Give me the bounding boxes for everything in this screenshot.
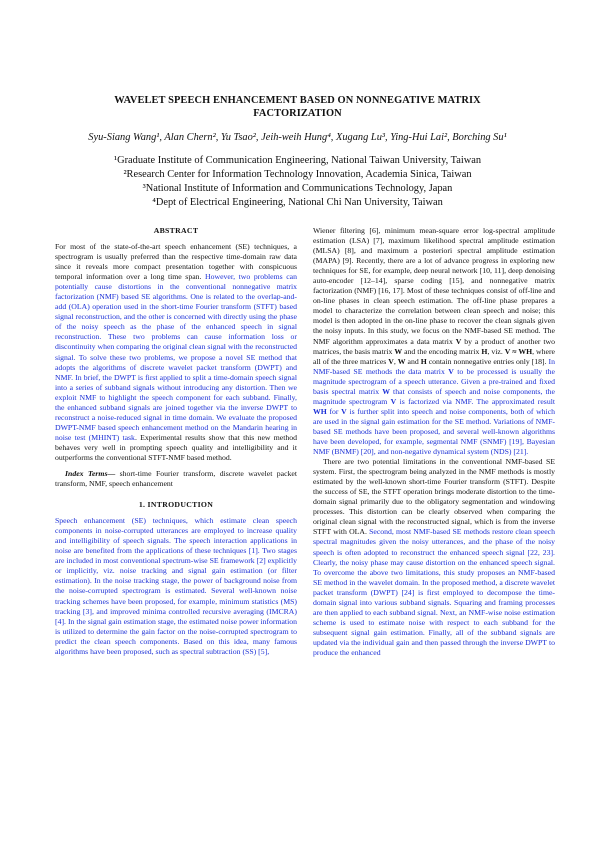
abstract-heading: ABSTRACT [153, 226, 199, 235]
intro-paragraph-1-cont [313, 226, 555, 457]
abstract-text-2: However, two problems can potentially cause distortions in the conventional nonnegative matrix factorization (NMF) based SE algorithms. One is related to the overlap-and-add (OLA) operation used in the short-time Fourier transform (STFT) based signal reconstruction, and the other is concerned with directly using the phase of the noisy speech as the phase of the enhanced speech in signal reconstruction. These two problems can cause information loss or discontinuity when comparing the original clean signal with the reconstructed signal. To solve these two problems, we propose a novel SE method that adopts the algorithms of discrete wavelet packet transform (DWPT) and NMF. In brief, the DWPT is first applied to split a time-domain speech signal into a series of subband signals without introducing any distortion. Then we exploit NMF to highlight the speech component for each subband. Finally, the enhanced subband signals are joined together via the inverse DWPT to reconstruct a noise-reduced signal in time domain. We evaluate the proposed DWPT-NMF based speech enhancement method on the [55, 272, 297, 432]
affiliations [40, 154, 555, 210]
intro-blue-block [313, 357, 555, 456]
intro-p2-black: There are two potential limitations in the conventional NMF-based SE system. First, the spectrogram being analyzed in the NMF methods is mostly estimated by the well-known short-time Fourier transform (STFT). Despite the success of SE, the STFT operation brings moderate distortion to the time-domain signal primarily due to the obligatory segmentation and windowing processes. This distortion can be clearly observed when comparing the original clean signal with the reconstructed signal, which is from the inverse STFT with OLA. [313, 457, 555, 537]
intro-text-l: is factorized via NMF. The approximated result [396, 396, 555, 406]
intro-text-f: , [393, 356, 398, 366]
intro-text-j: to be processed is usually the magnitude spectrogram of a speech utterance. Given a pre-trained and fixed basis spectral matrix [313, 366, 555, 396]
affiliation-4: ⁴Dept of Electrical Engineering, National Chi Nan University, Taiwan [152, 197, 443, 208]
left-column [55, 226, 297, 657]
intro-text-b: by a product of another two matrices, the basis matrix [313, 336, 555, 356]
intro-p2-blue: Second, most NMF-based SE methods restore clean speech spectral magnitudes given the noisy utterances, and the phase of the noisy speech is often adopted to reconstruct the enhanced speech signal [22, 23]. Clearly, the noisy phase may cause distortion on the enhanced speech signal. To overcome the above two limitations, this study proposes an NMF-based SE method in the wavelet domain. In the proposed method, a discrete wavelet packet transform (DWPT) [24] is first employed to decompose the time-domain signal into various subband signals. Squaring and framing processes are then applied to each subband signal. Next, an NMF-wise noise estimation scheme is used to estimate noise with respect to each subband for the subsequent signal gain estimation. Finally, all of the subband signals are updated via the individual gain and then passed through the inverse DWPT to produce the enhanced [313, 527, 555, 657]
intro-paragraph-1: Speech enhancement (SE) techniques, which estimate clean speech components in noise-corrupted utterances are employed to increase quality and intelligibility of speech signals. The speech interaction applications in noise are benefited from the applications of these techniques [1]. Two stages are included in most conventional spectrum-wise SE framework [2] explicitly or implicitly, viz. noise tracking and signal gain estimation (or filter estimation). In the noise tracking stage, the power of background noise from the noise-corrupted spectrogram is estimated. Several well-known noise tracking schemes have been proposed, for example, minimum statistics (MS) tracking [3], and improved minima controlled recursive averaging (IMCRA) [4]. In the signal gain estimation stage, the estimated noise power information is utilized to determine the gain factor on the noise-corrupted spectrogram to predict the clean speech components. Based on this idea, many famous algorithms have been proposed, such as spectral subtraction (SS) [5], [55, 516, 297, 656]
matrix-v-1: V [455, 336, 462, 346]
intro-text-c: and the encoding matrix [402, 346, 482, 356]
intro-text-h: contain nonnegative entries only [18]. [426, 356, 549, 366]
matrix-v-5: V [341, 406, 347, 416]
matrix-h-1: H [481, 346, 488, 356]
intro-text-e: , where all of the three matrices [313, 346, 555, 366]
abstract-text-4: . Experimental results show that this new method behaves very well in prompting speech quality and intelligibility and it outperforms the conventional STFT-NMF based method. [55, 432, 297, 462]
matrix-v-2: V [388, 356, 394, 366]
intro-text-g: and [405, 356, 421, 366]
matrix-w-2: W [397, 356, 406, 366]
author-list: Syu-Siang Wang¹, Alan Chern², Yu Tsao², Jeih-weih Hung⁴, Xugang Lu³, Ying-Hui Lai², Borching Su¹ [88, 132, 507, 143]
equation-vwh: V ≈ WH [504, 346, 533, 356]
intro-text-d: , viz. [487, 346, 505, 356]
matrix-w-3: W [382, 386, 390, 396]
matrix-w-1: W [394, 346, 403, 356]
matrix-h-2: H [420, 356, 427, 366]
right-column [313, 226, 555, 658]
intro-heading: 1. INTRODUCTION [138, 500, 214, 510]
title-line-1: WAVELET SPEECH ENHANCEMENT BASED ON NONNEGATIVE MATRIX [114, 95, 481, 106]
intro-text-i: In NMF-based SE methods the data matrix [313, 356, 555, 376]
matrix-v-3: V [448, 366, 454, 376]
matrix-wh: WH [313, 406, 327, 416]
intro-text-k: that consists of speech and noise components, the magnitude spectrogram [313, 386, 555, 406]
intro-paragraph-2 [313, 457, 555, 658]
title-line-2: FACTORIZATION [253, 108, 342, 119]
affiliation-1: ¹Graduate Institute of Communication Engineering, National Taiwan University, Taiwan [113, 155, 482, 166]
index-terms-text: short-time Fourier transform, discrete wavelet packet transform, NMF, speech enhancement [55, 469, 298, 489]
intro-text-m: for [326, 406, 342, 416]
paper-title [40, 94, 555, 120]
matrix-v-4: V [390, 396, 397, 406]
abstract-text-1: For most of the state-of-the-art speech enhancement (SE) techniques, a spectrogram is usually preferred than the respective time-domain raw data since it reveals more compact presentation together with conspicuous temporal information over a long time span. [55, 242, 297, 282]
abstract-body [55, 242, 297, 463]
index-terms [55, 469, 297, 489]
affiliation-2: ²Research Center for Information Technology Innovation, Academia Sinica, Taiwan [123, 169, 472, 180]
intro-text-a: Wiener filtering [6], minimum mean-square error log-spectral amplitude estimation (LSA) [7], maximum likelihood spectral amplitude estimation (MLSA) [8], and maximum a posteriori spectral amplitude estimation (MAPA) [9]. Recently, there are a lot of advance progress in exploring new techniques for SE, for example, deep neural network [10, 11], deep denoising auto-encoder [12–14], sparse coding [15], and nonnegative matrix factorization (NMF) [16, 17]. Most of these techniques consist of off-line and on-line phases in clean speech estimation. The off-line phase prepares a model to characterize the correlation between clean speech and noise; this model is then adopted in the on-line phase to recover the clean signals given the noisy inputs. In this study, we focus on the NMF-based SE method. The NMF algorithm approximates a data matrix [313, 226, 555, 346]
index-terms-label: Index Terms— [65, 469, 116, 479]
affiliation-3: ³National Institute of Information and Communications Technology, Japan [142, 183, 453, 194]
abstract-text-3: Mandarin hearing in noise test (MHINT) task [55, 422, 297, 442]
intro-text-n: is further split into speech and noise components, both of which are used in the signal gain estimation for the SE method. Variations of NMF-based SE methods have been proposed, and several well-known algorithms have been developed, for example, segmental NMF (SNMF) [19], Bayesian NMF (BNMF) [20], and non-negative dynamical system (NDS) [21]. [313, 406, 556, 457]
